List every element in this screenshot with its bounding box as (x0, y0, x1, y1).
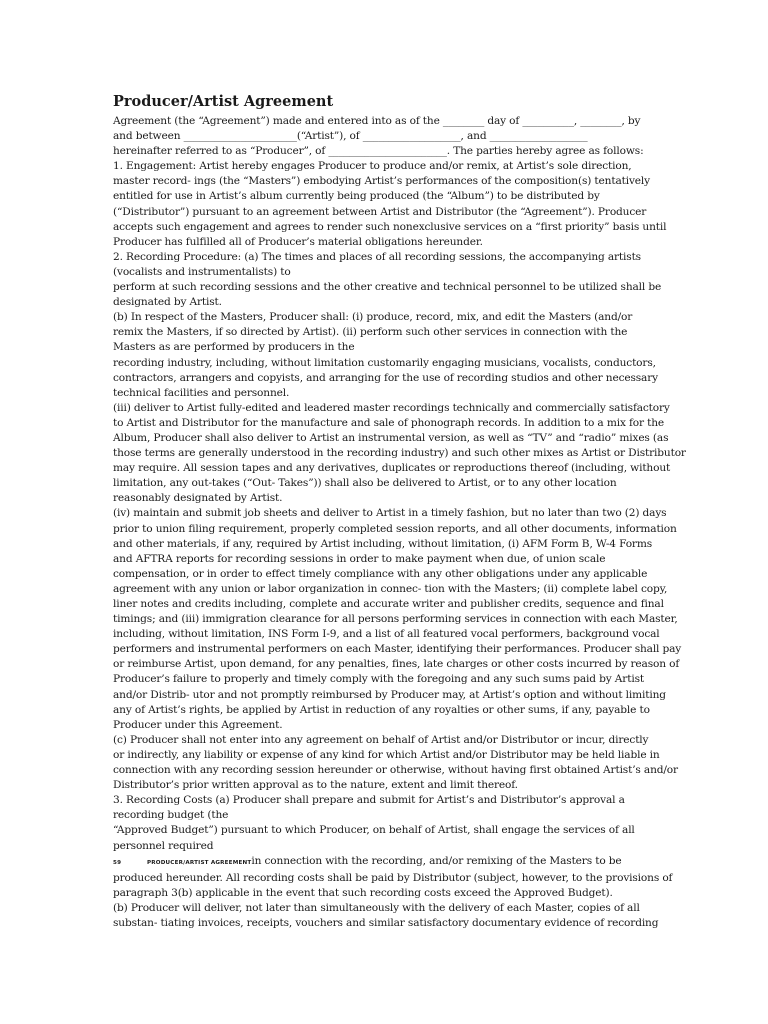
text-line: compensation, or in order to effect timely compliance with any other obligations under any applicable (113, 567, 648, 580)
text-line: contractors, arrangers and copyists, and arranging for the use of recording studios and other necessary (113, 371, 658, 384)
text-line: those terms are generally understood in the recording industry) and such other mixes as Artist or Distributor (113, 447, 686, 460)
line-continuation: in connection with the recording, and/or remixing of the Masters to be (251, 854, 622, 867)
document-page (113, 92, 686, 931)
text-line: personnel required (113, 839, 214, 852)
text-line: (b) In respect of the Masters, Producer shall: (i) produce, record, mix, and edit the Masters (and/or (113, 311, 633, 324)
text-line: and between ______________________(“Artist”), of ___________________, and ___________________ (113, 130, 588, 143)
text-line: reasonably designated by Artist. (113, 492, 283, 505)
text-line: Producer has fulfilled all of Producer’s material obligations hereunder. (113, 235, 483, 248)
text-line-with-page-footer (113, 854, 658, 871)
text-line: Album, Producer shall also deliver to Artist an instrumental version, as well as “TV” and “radio” mixes (as (113, 431, 669, 444)
text-line: (iii) deliver to Artist fully-edited and leadered master recordings technically and commercially satisfactory (113, 401, 670, 414)
spacer (121, 855, 147, 867)
text-line: (b) Producer will deliver, not later than simultaneously with the delivery of each Master, copies of all (113, 901, 640, 914)
text-line: accepts such engagement and agrees to render such nonexclusive services on a “first priority” basis until (113, 220, 667, 233)
text-line: 3. Recording Costs (a) Producer shall prepare and submit for Artist’s and Distributor’s approval a (113, 794, 625, 807)
text-line: Masters as are performed by producers in the (113, 341, 355, 354)
text-line: prior to union filing requirement, properly completed session reports, and all other documents, information (113, 522, 677, 535)
text-line: recording industry, including, without limitation customarily engaging musicians, vocalists, conductors, (113, 356, 656, 369)
page-number: 59 (113, 859, 122, 866)
text-line: master record- ings (the “Masters”) embodying Artist’s performances of the composition(s) tentatively (113, 175, 650, 188)
text-line: (c) Producer shall not enter into any agreement on behalf of Artist and/or Distributor or incur, directly (113, 733, 649, 746)
document-title: Producer/Artist Agreement (113, 93, 334, 110)
text-line: Agreement (the “Agreement”) made and entered into as of the ________ day of __________, ________, by (113, 115, 641, 127)
text-line: paragraph 3(b) applicable in the event that such recording costs exceed the Approved Budget). (113, 886, 613, 899)
text-line: any of Artist’s rights, be applied by Artist in reduction of any royalties or other sums, if any, payable to (113, 703, 650, 716)
text-line: connection with any recording session hereunder or otherwise, without having first obtained Artist’s and/or (113, 764, 678, 777)
text-line: 2. Recording Procedure: (a) The times and places of all recording sessions, the accompanying artists (113, 250, 641, 263)
text-line: Distributor’s prior written approval as to the nature, extent and limit thereof. (113, 779, 518, 792)
text-line: substan- tiating invoices, receipts, vouchers and similar satisfactory documentary evidence of recording (113, 916, 659, 929)
text-line: perform at such recording sessions and the other creative and technical personnel to be utilized shall be (113, 281, 662, 294)
text-line: and AFTRA reports for recording sessions in order to make payment when due, of union scale (113, 552, 606, 565)
text-line: to Artist and Distributor for the manufacture and sale of phonograph records. In addition to a mix for the (113, 416, 665, 429)
text-line: entitled for use in Artist’s album currently being produced (the “Album”) to be distributed by (113, 190, 600, 203)
text-line: hereinafter referred to as “Producer”, of _______________________. The parties hereby agree as follows: (113, 145, 644, 158)
text-line: (“Distributor”) pursuant to an agreement between Artist and Distributor (the “Agreement”). Producer (113, 205, 647, 218)
text-line: (vocalists and instrumentalists) to (113, 265, 291, 278)
text-line: produced hereunder. All recording costs shall be paid by Distributor (subject, however, to the provisions of (113, 871, 673, 884)
agreement-body (113, 114, 686, 931)
text-line: or indirectly, any liability or expense of any kind for which Artist and/or Distributor may be held liable in (113, 748, 660, 761)
text-line: and/or Distrib- utor and not promptly reimbursed by Producer may, at Artist’s option and without limiting (113, 688, 666, 701)
text-line: or reimburse Artist, upon demand, for any penalties, fines, late charges or other costs incurred by reason of (113, 658, 680, 671)
text-line: Producer’s failure to properly and timely comply with the foregoing and any such sums paid by Artist (113, 673, 644, 686)
text-line: designated by Artist. (113, 296, 222, 309)
text-line: agreement with any union or labor organization in connec- tion with the Masters; (ii) complete label copy, (113, 582, 668, 595)
text-line: including, without limitation, INS Form I-9, and a list of all featured vocal performers, background vocal (113, 628, 660, 641)
running-head: PRODUCER/ARTIST AGREEMENT (146, 859, 252, 866)
text-line: remix the Masters, if so directed by Artist). (ii) perform such other services in connection with the (113, 326, 628, 339)
text-line: recording budget (the (113, 809, 229, 822)
text-line: 1. Engagement: Artist hereby engages Producer to produce and/or remix, at Artist’s sole direction, (113, 160, 632, 173)
text-line: Producer under this Agreement. (113, 718, 283, 731)
text-line: may require. All session tapes and any derivatives, duplicates or reproductions thereof (including, without (113, 462, 671, 475)
text-line: and other materials, if any, required by Artist including, without limitation, (i) AFM Form B, W-4 Forms (113, 537, 653, 550)
text-line: limitation, any out-takes (“Out- Takes”)) shall also be delivered to Artist, or to any other location (113, 477, 617, 490)
text-line: technical facilities and personnel. (113, 386, 290, 399)
text-line: timings; and (iii) immigration clearance for all persons performing services in connection with each Master, (113, 613, 678, 626)
text-line: liner notes and credits including, complete and accurate writer and publisher credits, sequence and final (113, 598, 664, 610)
text-line: “Approved Budget”) pursuant to which Producer, on behalf of Artist, shall engage the services of all (113, 824, 635, 837)
text-line: performers and instrumental performers on each Master, identifying their performances. Producer shall pay (113, 643, 682, 656)
text-line: (iv) maintain and submit job sheets and deliver to Artist in a timely fashion, but no later than two (2) days (113, 507, 667, 520)
